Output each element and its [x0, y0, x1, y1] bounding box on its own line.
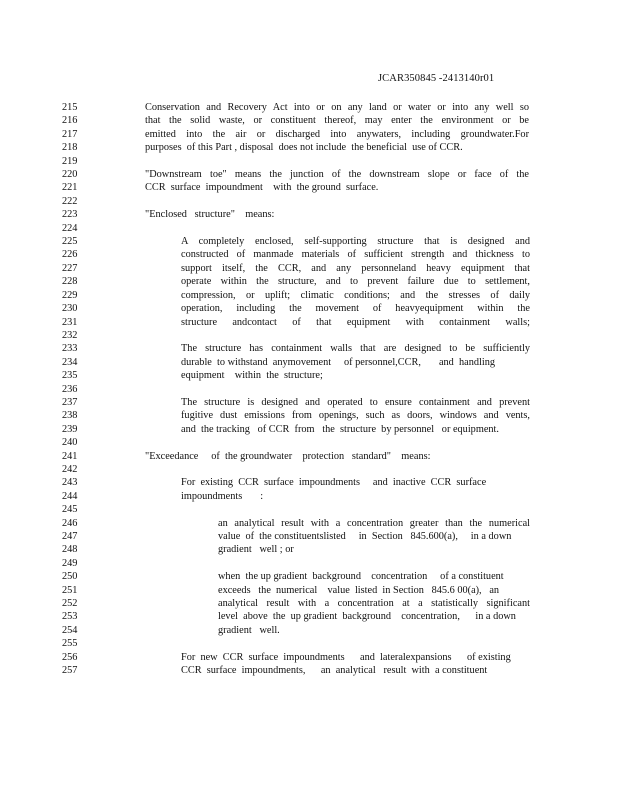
- line-number: 245: [62, 504, 78, 516]
- line-text: analytical result with a concentration at a statistically significant: [218, 598, 530, 610]
- text-line: [0, 369, 618, 382]
- text-line: [0, 570, 618, 583]
- line-number: 230: [62, 303, 78, 315]
- line-number: 252: [62, 598, 78, 610]
- line-number: 249: [62, 557, 78, 569]
- line-number: 246: [62, 517, 78, 529]
- line-number: 232: [62, 329, 78, 341]
- line-text: fugitive dust emissions from openings, such as doors, windows and vents,: [181, 410, 530, 422]
- line-text: support itself, the CCR, and any personneland heavy equipment that: [181, 262, 530, 274]
- line-number: 243: [62, 477, 78, 489]
- text-line: [0, 597, 618, 610]
- text-line: [0, 396, 618, 409]
- line-number: 255: [62, 638, 78, 650]
- line-number: 221: [62, 182, 78, 194]
- line-text: "Downstream toe" means the junction of the downstream slope or face of the: [145, 169, 529, 181]
- line-number: 242: [62, 463, 78, 475]
- line-text: gradient well.: [218, 624, 280, 636]
- line-text: emitted into the air or discharged into anywaters, including groundwater.For: [145, 128, 529, 140]
- line-number: 247: [62, 531, 78, 542]
- text-line: [0, 155, 618, 168]
- line-number: 237: [62, 396, 78, 408]
- line-text: The structure has containment walls that are designed to be sufficiently: [181, 343, 530, 355]
- line-text: durable to withstand anymovement of personnel,CCR, and handling: [181, 356, 496, 368]
- line-text: and the tracking of CCR from the structure by personnel or equipment.: [181, 423, 499, 435]
- text-line: [0, 181, 618, 194]
- text-line: [0, 208, 618, 221]
- text-line: [0, 517, 618, 530]
- line-text: structure andcontact of that equipment with containment walls;: [181, 316, 530, 328]
- text-line: [0, 610, 618, 623]
- line-text: equipment within the structure;: [181, 370, 323, 382]
- line-text: The structure is designed and operated to ensure containment and prevent: [181, 396, 530, 408]
- text-line: [0, 490, 618, 503]
- text-line: [0, 195, 618, 208]
- line-text: value of the constituentslisted in Section 845.600(a), in a down: [218, 531, 512, 542]
- line-number: 235: [62, 370, 78, 382]
- document-body: [0, 101, 618, 677]
- line-text: exceeds the numerical value listed in Section 845.6 00(a), an: [218, 584, 500, 596]
- text-line: [0, 128, 618, 141]
- line-number: 225: [62, 236, 78, 248]
- text-line: [0, 530, 618, 543]
- text-line: [0, 651, 618, 664]
- text-line: [0, 543, 618, 556]
- line-number: 218: [62, 142, 78, 154]
- text-line: [0, 476, 618, 489]
- text-line: [0, 248, 618, 261]
- line-text: For existing CCR surface impoundments and inactive CCR surface: [181, 477, 487, 489]
- text-line: [0, 141, 618, 154]
- line-number: 256: [62, 651, 78, 663]
- line-text: that the solid waste, or constituent thereof, may enter the environment or be: [145, 115, 529, 127]
- line-text: A completely enclosed, self-supporting structure that is designed and: [181, 236, 530, 248]
- line-text: gradient well ; or: [218, 544, 294, 556]
- text-line: [0, 302, 618, 315]
- text-line: [0, 664, 618, 677]
- line-text: constructed of manmade materials of sufficient strength and thickness to: [181, 249, 530, 261]
- line-text: level above the up gradient background concentration, in a down: [218, 611, 516, 623]
- text-line: [0, 409, 618, 422]
- line-text: operate within the structure, and to prevent failure due to settlement,: [181, 276, 530, 288]
- document-id-header: JCAR350845 -2413140r01: [378, 73, 495, 84]
- text-line: [0, 262, 618, 275]
- line-number: 222: [62, 195, 78, 207]
- line-number: 240: [62, 437, 78, 449]
- line-text: operation, including the movement of heavyequipment within the: [181, 303, 530, 315]
- line-text: purposes of this Part , disposal does not include the beneficial use of CCR.: [145, 142, 463, 154]
- line-number: 248: [62, 544, 78, 556]
- line-number: 239: [62, 423, 78, 435]
- line-text: Conservation and Recovery Act into or on any land or water or into any well so: [145, 102, 529, 113]
- line-number: 215: [62, 102, 78, 113]
- text-line: [0, 624, 618, 637]
- text-line: [0, 275, 618, 288]
- line-number: 244: [62, 490, 78, 502]
- text-line: [0, 637, 618, 650]
- line-number: 236: [62, 383, 78, 395]
- text-line: [0, 450, 618, 463]
- text-line: [0, 423, 618, 436]
- text-line: [0, 436, 618, 449]
- line-number: 228: [62, 276, 78, 288]
- line-number: 233: [62, 343, 78, 355]
- text-line: [0, 356, 618, 369]
- text-line: [0, 557, 618, 570]
- line-text: CCR surface impoundment with the ground surface.: [145, 182, 379, 194]
- line-number: 250: [62, 571, 78, 583]
- line-number: 227: [62, 262, 78, 274]
- text-line: [0, 289, 618, 302]
- line-text: For new CCR surface impoundments and lateralexpansions of existing: [181, 651, 511, 663]
- line-text: impoundments :: [181, 490, 264, 502]
- line-text: "Enclosed structure" means:: [145, 209, 275, 221]
- line-number: 217: [62, 128, 78, 140]
- line-number: 219: [62, 155, 78, 167]
- text-line: [0, 316, 618, 329]
- line-number: 234: [62, 356, 78, 368]
- text-line: [0, 114, 618, 127]
- line-number: 216: [62, 115, 78, 127]
- line-number: 226: [62, 249, 78, 261]
- line-number: 238: [62, 410, 78, 422]
- text-line: [0, 222, 618, 235]
- text-line: [0, 168, 618, 181]
- text-line: [0, 463, 618, 476]
- line-text: when the up gradient background concentration of a constituent: [218, 571, 504, 583]
- line-number: 220: [62, 169, 78, 181]
- line-number: 224: [62, 222, 78, 234]
- line-number: 229: [62, 289, 78, 301]
- line-number: 257: [62, 665, 78, 677]
- line-text: compression, or uplift; climatic conditions; and the stresses of daily: [181, 289, 530, 301]
- line-text: CCR surface impoundments, an analytical result with a constituent: [181, 665, 488, 677]
- text-line: [0, 342, 618, 355]
- line-number: 241: [62, 450, 78, 462]
- text-line: [0, 584, 618, 597]
- text-line: [0, 101, 618, 114]
- line-number: 251: [62, 584, 78, 596]
- text-line: [0, 235, 618, 248]
- text-line: [0, 329, 618, 342]
- line-number: 223: [62, 209, 78, 221]
- line-number: 254: [62, 624, 78, 636]
- line-text: an analytical result with a concentration greater than the numerical: [218, 517, 530, 529]
- text-line: [0, 503, 618, 516]
- text-line: [0, 383, 618, 396]
- line-number: 231: [62, 316, 78, 328]
- line-number: 253: [62, 611, 78, 623]
- line-text: "Exceedance of the groundwater protection standard" means:: [145, 450, 431, 462]
